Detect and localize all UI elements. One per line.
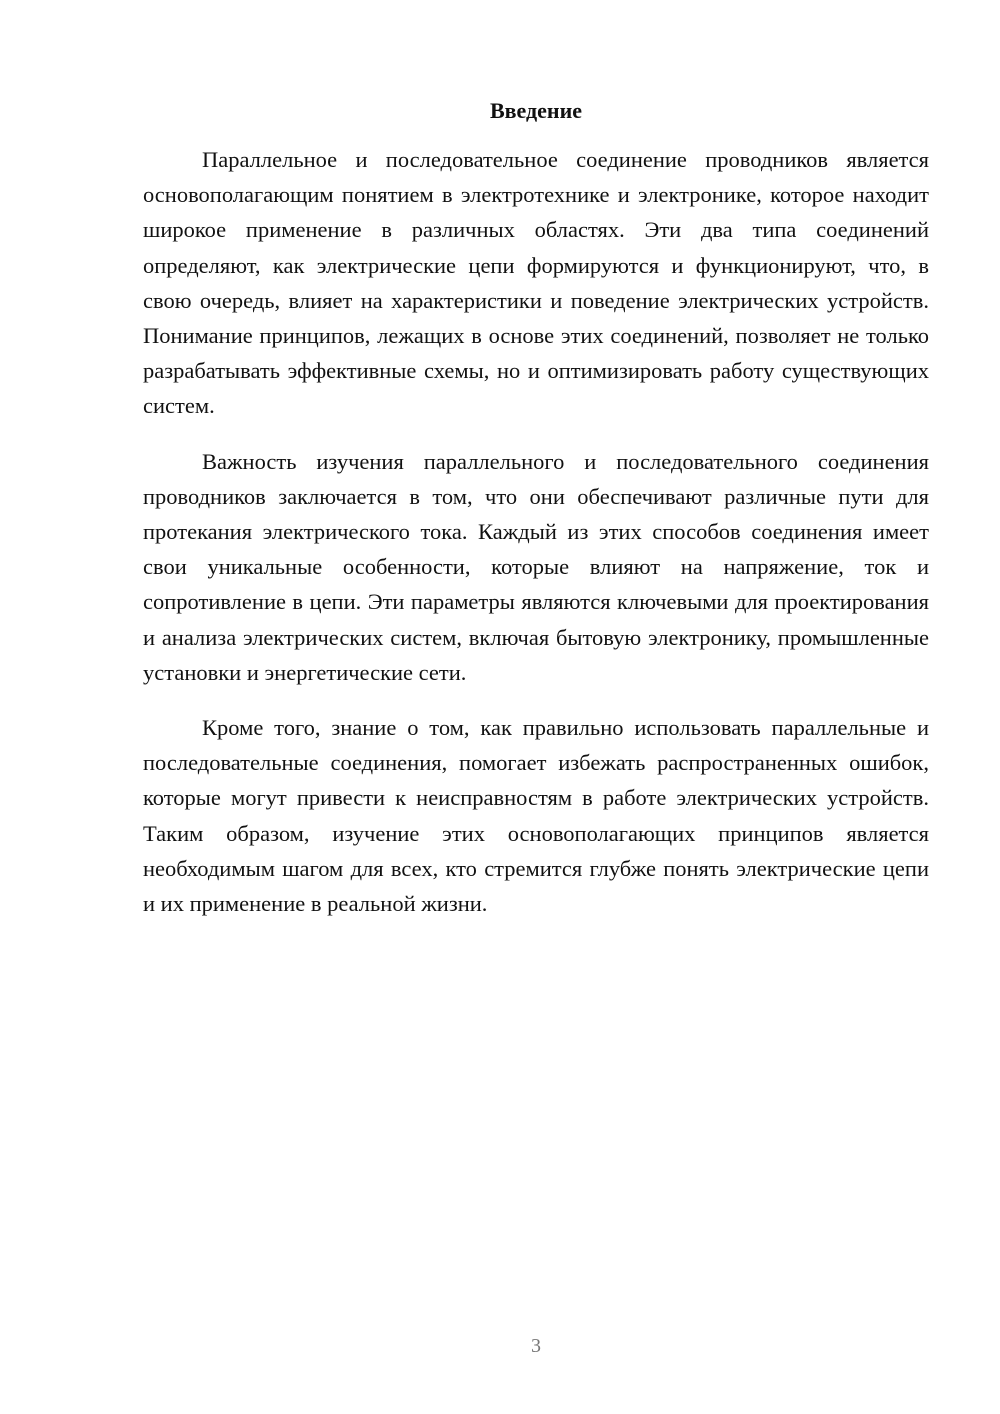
paragraph-1: Параллельное и последовательное соединение проводников является основополагающим понятием в электротехнике и электронике, которое находит широкое применение в различных областях. Эти два типа соединений определяют, как электрические цепи формируются и функционируют, что, в свою очередь, влияет на характеристики и поведение электрических устройств. Понимание принципов, лежащих в основе этих соединений, позволяет не только разрабатывать эффективные схемы, но и оптимизировать работу существующих систем. (143, 147, 929, 419)
page-title: Введение (489, 98, 583, 123)
paragraph-3: Кроме того, знание о том, как правильно использовать параллельные и последовательные соединения, помогает избежать распространенных ошибок, которые могут привести к неисправностям в работе электрических устройств. Таким образом, изучение этих основополагающих принципов является необходимым шагом для всех, кто стремится глубже понять электрические цепи и их применение в реальной жизни. (143, 715, 929, 917)
page-number: 3 (531, 1335, 541, 1357)
paragraph-2: Важность изучения параллельного и последовательного соединения проводников заключается в том, что они обеспечивают различные пути для протекания электрического тока. Каждый из этих способов соединения имеет свои уникальные особенности, которые влияют на напряжение, ток и сопротивление в цепи. Эти параметры являются ключевыми для проектирования и анализа электрических систем, включая бытовую электронику, промышленные установки и энергетические сети. (143, 448, 929, 685)
document-body (143, 142, 929, 941)
